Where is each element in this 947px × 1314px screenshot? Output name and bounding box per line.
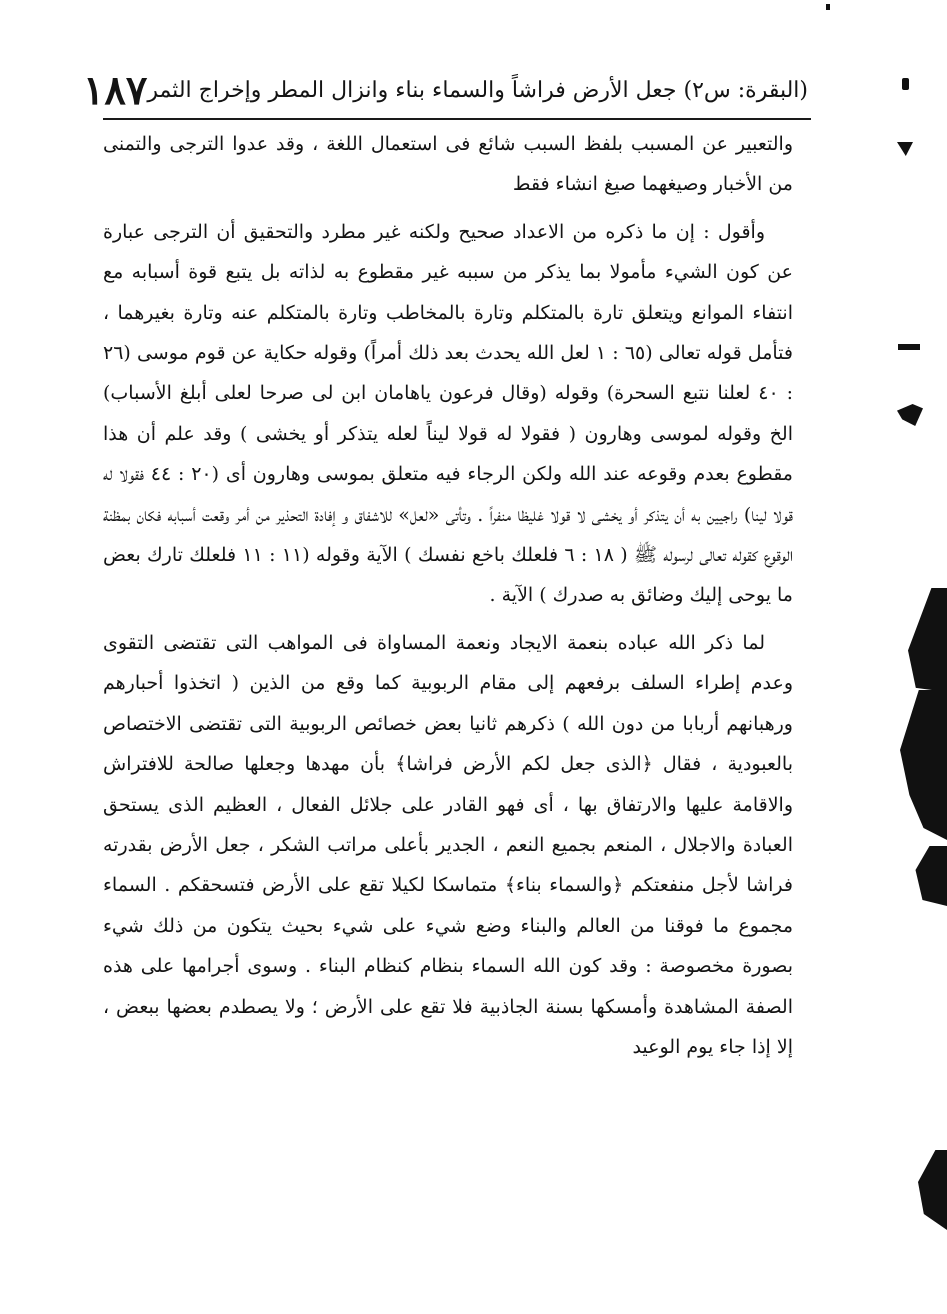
margin-mark: [897, 404, 923, 426]
scan-edge-shadow: [912, 846, 947, 906]
paragraph-1: والتعبير عن المسبب بلفظ السبب شائع فى استعمال اللغة ، وقد عدوا الترجى والتمنى من الأخبار وصيغهما صيغ انشاء فقط: [103, 133, 793, 196]
scan-speck: [826, 4, 830, 10]
margin-mark: [898, 344, 920, 350]
page-number: ١٨٧: [82, 66, 148, 114]
margin-mark: [897, 142, 913, 156]
page-header: [82, 62, 808, 118]
body-text: [103, 124, 793, 1067]
margin-mark: [902, 78, 909, 90]
paragraph-3: لما ذكر الله عباده بنعمة الايجاد ونعمة المساواة فى المواهب التى تقتضى التقوى وعدم إطراء السلف برفعهم إلى مقام الربوبية كما وقع من الذين ( اتخذوا أحبارهم ورهبانهم أربابا من دون الله ) ذكرهم ثانيا بعض خصائص الربوبية التى تقتضى الاختصاص بالعبودية ، فقال ﴿الذى جعل لكم الأرض فراشا﴾ بأن مهدها وجعلها صالحة للافتراش والاقامة عليها والارتفاق بها ، أى فهو القادر على جلائل الفعال ، العظيم الذى يستحق العبادة والاجلال ، المنعم بجميع النعم ، الجدير بأعلى مراتب الشكر ، جعل الأرض بقدرته فراشا لأجل منفعتكم ﴿والسماء بناء﴾ متماسكا لكيلا تقع على الأرض فتسحقكم . السماء مجموع ما فوقنا من العالم والبناء وضع شيء على شيء بحيث يتكون من ذلك شيء بصورة مخصوصة : وقد كون الله السماء بنظام كنظام البناء . وسوى أجرامها على هذه الصفة المشاهدة وأمسكها بسنة الجاذبية فلا تقع على الأرض ؛ ولا يصطدم بعضها ببعض ، إلا إذا جاء يوم الوعيد: [103, 631, 794, 1058]
scan-edge-shadow: [918, 1150, 947, 1230]
scan-edge-shadow: [908, 588, 947, 692]
paragraph-2: وأقول : إن ما ذكره من الاعداد صحيح ولكنه غير مطرد والتحقيق أن الترجى عبارة عن كون الشيء مأمولا بما يذكر من سببه غير مقطوع به لذاته بل يتبع قوة أسبابه مع انتفاء الموانع ويتعلق تارة بالمتكلم وتارة بالمخاطب وتارة بالمتكلم عنه وتارة بغيرهما ، فتأمل قوله تعالى (٦٥ : ١ لعل الله يحدث بعد ذلك أمراً) وقوله حكاية عن قوم موسى (٢٦ : ٤٠ لعلنا نتبع السحرة) وقوله (وقال فرعون ياهامان ابن لى صرحا لعلى أبلغ الأسباب) الخ وقوله لموسى وهارون ( فقولا له قولا ليناً لعله يتذكر أو يخشى ) وقد علم أن هذا مقطوع بعدم وقوعه عند الله ولكن الرجاء فيه متعلق بموسى وهارون أى (٢٠ : ٤٤ فقولا له قولا لينا) راجيين به أن يتذكر أو يخشى لا قولا غليظا منفراً . وتأتى «لعل» للاشفاق و إفادة التحذير من أمر وقعت أسبابه فكان بمظنة الوقوع كقوله تعالى لرسوله ﷺ ( ١٨ : ٦ فلعلك باخع نفسك ) الآية وقوله (١١ : ١١ فلعلك تارك بعض ما يوحى إليك وضائق به صدرك ) الآية .: [103, 220, 793, 607]
scan-edge-shadow: [900, 690, 947, 840]
running-title: (البقرة: س٢) جعل الأرض فراشاً والسماء بناء وانزال المطر وإخراج الثمر: [147, 77, 808, 103]
header-rule: [103, 118, 811, 120]
